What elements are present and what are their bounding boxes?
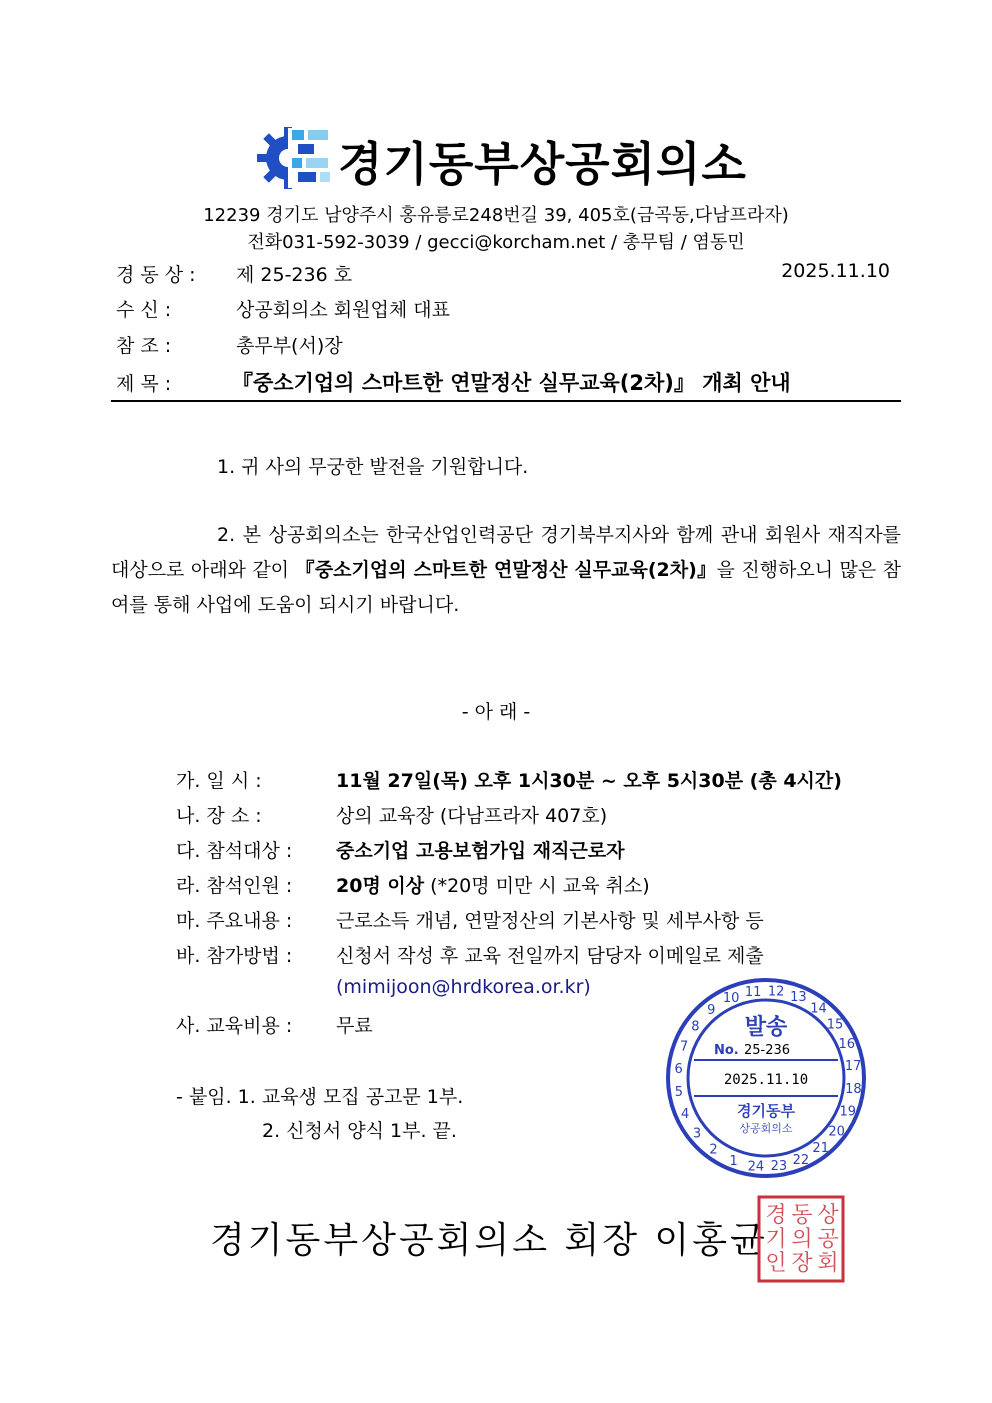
stamp-ring-number: 4: [681, 1106, 690, 1122]
contact-email[interactable]: (mimijoon@hrdkorea.or.kr): [336, 976, 591, 998]
stamp-ring-number: 1: [729, 1153, 738, 1169]
detail-label: 라. 참석인원 :: [176, 875, 293, 897]
subject: 『중소기업의 스마트한 연말정산 실무교육(2차)』 개최 안내: [232, 371, 791, 395]
detail-note: (*20명 미만 시 교육 취소): [424, 875, 650, 897]
stamp-ring-number: 16: [838, 1037, 856, 1053]
stamp-title: 발송: [744, 1015, 788, 1040]
stamp-ring-number: 15: [826, 1017, 844, 1033]
gear-logo-icon: [254, 122, 334, 194]
paragraph-2-course-title: 『중소기업의 스마트한 연말정산 실무교육(2차)』: [295, 559, 717, 581]
org-name: 경기동부상공회의소: [338, 137, 747, 191]
paragraph-1: 1. 귀 사의 무궁한 발전을 기원합니다.: [217, 456, 529, 478]
notice-heading: - 아 래 -: [461, 701, 531, 723]
stamp-ring-number: 3: [692, 1126, 702, 1142]
stamp-ring-number: 7: [680, 1039, 689, 1055]
subject-row: [0, 367, 992, 397]
detail-value: 근로소득 개념, 연말정산의 기본사항 및 세부사항 등: [336, 910, 764, 932]
stamp-ring-number: 14: [810, 1001, 827, 1017]
address-line: 12239 경기도 남양주시 홍유릉로248번길 39, 405호(금곡동,다남프라자): [203, 205, 789, 226]
doc-number-row: [0, 260, 992, 288]
reference: 총무부(서)장: [236, 335, 343, 357]
letterhead-logo: [254, 122, 747, 194]
stamp-no: 25-236: [744, 1043, 791, 1058]
stamp-ring-number: 6: [674, 1061, 683, 1077]
attachment-2: 2. 신청서 양식 1부. 끝.: [262, 1120, 457, 1142]
stamp-ring-number: 2: [709, 1142, 718, 1158]
svg-text:장: 장: [791, 1251, 813, 1276]
reference-row: [0, 331, 992, 359]
stamp-org: 경기동부: [737, 1102, 795, 1120]
recipient-label: 수 신 :: [116, 299, 172, 321]
stamp-ring-number: 18: [845, 1082, 862, 1098]
svg-text:경: 경: [765, 1203, 787, 1228]
recipient-row: [0, 295, 992, 323]
stamp-ring-number: 23: [770, 1159, 788, 1175]
doc-date: 2025.11.10: [781, 260, 890, 282]
detail-label: 바. 참가방법 :: [176, 945, 293, 967]
stamp-no-prefix: No.: [714, 1043, 739, 1058]
detail-label: 가. 일 시 :: [176, 770, 262, 792]
paragraph-2-text-end: 을 진행하오니 많은 참여를 통해 사업에 도움이 되시기 바랍니다.: [111, 559, 901, 616]
paragraph-2-text: 2. 본 상공회의소는 한국산업인력공단 경기북부지사와 함께 관내 회원사 재직자를 대상으로 아래와 같이: [111, 524, 901, 581]
detail-value: 무료: [336, 1015, 373, 1037]
stamp-ring-number: 11: [744, 984, 762, 1000]
signer-name: 경기동부상공회의소 회장 이홍균: [210, 1220, 768, 1261]
stamp-ring-number: 8: [691, 1019, 700, 1035]
stamp-ring-number: 9: [707, 1003, 716, 1018]
detail-label: 마. 주요내용 :: [176, 910, 293, 932]
stamp-ring-number: 13: [790, 990, 807, 1006]
svg-text:인: 인: [765, 1251, 787, 1276]
doc-number: 제 25-236 호: [236, 264, 353, 286]
dispatch-stamp: [664, 976, 868, 1180]
stamp-org-sub: 상공회의소: [739, 1122, 793, 1135]
contact-line: 전화031-592-3039 / gecci@korcham.net / 총무팀 / 염동민: [247, 232, 745, 253]
detail-value: 11월 27일(목) 오후 1시30분 ~ 오후 5시30분 (총 4시간): [336, 770, 842, 792]
stamp-ring-number: 19: [839, 1104, 857, 1120]
svg-text:의: 의: [791, 1227, 813, 1252]
official-seal: [756, 1194, 846, 1284]
detail-value: 신청서 작성 후 교육 전일까지 담당자 이메일로 제출: [336, 945, 764, 967]
detail-value: 상의 교육장 (다남프라자 407호): [336, 805, 608, 827]
svg-text:기: 기: [765, 1227, 787, 1252]
detail-label: 나. 장 소 :: [176, 805, 262, 827]
stamp-date: 2025.11.10: [723, 1072, 809, 1088]
svg-text:상: 상: [817, 1203, 839, 1228]
detail-label: 사. 교육비용 :: [176, 1015, 293, 1037]
subject-label: 제 목 :: [116, 373, 172, 395]
reference-label: 참 조 :: [116, 335, 172, 357]
detail-value: 중소기업 고용보험가입 재직근로자: [336, 840, 625, 862]
svg-text:회: 회: [817, 1251, 839, 1276]
doc-number-label: 경 동 상 :: [116, 264, 196, 286]
svg-text:동: 동: [791, 1203, 813, 1228]
stamp-ring-number: 5: [674, 1084, 684, 1100]
attachment-1: - 붙임. 1. 교육생 모집 공고문 1부.: [176, 1086, 464, 1108]
paragraph-2: [111, 518, 901, 623]
stamp-ring-number: 20: [828, 1124, 845, 1140]
detail-value: 20명 이상: [336, 875, 425, 897]
stamp-ring-number: 17: [844, 1059, 862, 1075]
stamp-ring-number: 21: [812, 1141, 829, 1156]
stamp-ring-number: 12: [767, 984, 785, 1000]
stamp-ring-number: 22: [792, 1152, 810, 1168]
recipient: 상공회의소 회원업체 대표: [236, 299, 450, 321]
stamp-ring-number: 24: [747, 1159, 765, 1175]
stamp-ring-number: 10: [722, 991, 740, 1007]
detail-label: 다. 참석대상 :: [176, 840, 293, 862]
header-divider: [111, 400, 901, 402]
svg-text:공: 공: [817, 1227, 839, 1252]
